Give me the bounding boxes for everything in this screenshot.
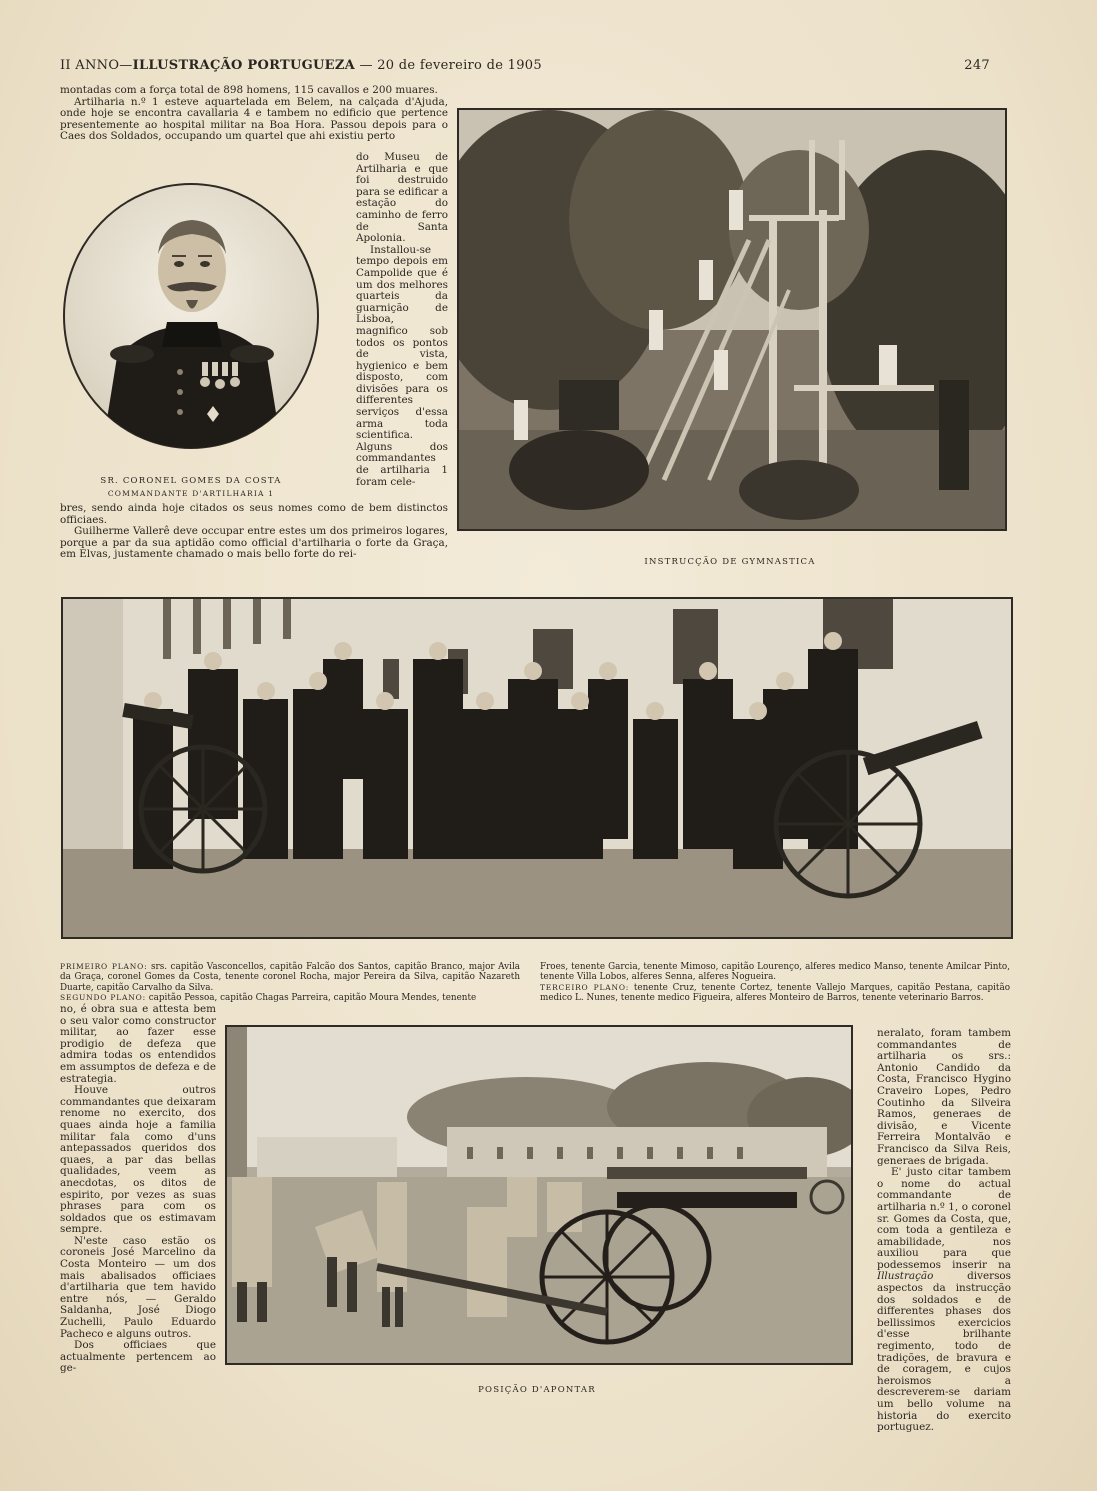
page-number: 247	[964, 58, 990, 73]
issue-date: — 20 de fevereiro de 1905	[355, 58, 542, 73]
volume-label: II ANNO—	[60, 58, 133, 73]
cannon-drill-photo	[225, 1025, 853, 1365]
portrait-subcaption: COMMANDANTE D'ARTILHARIA 1	[107, 489, 275, 498]
bottom-left-column	[60, 1004, 216, 1375]
bottom-left-paragraph-3: N'este caso estão os coroneis José Marcelino da Costa Monteiro — um dos mais abalisados officiaes d'artilharia que tem havido entre nós, — Geraldo Saldanha, José Diogo Zuchelli, Paulo Eduardo Pacheco e alguns outros.	[60, 1234, 216, 1340]
intro-line: montadas com a força total de 898 homens, 115 cavallos e 200 muares.	[60, 84, 438, 96]
third-row-label: TERCEIRO PLANO:	[540, 982, 630, 992]
bottom-left-paragraph-4: Dos officiaes que actualmente pertencem ao ge-	[60, 1339, 216, 1375]
gymnastics-photo	[457, 108, 1007, 531]
first-row-names: srs. capitão Vasconcellos, capitão Falcão dos Santos, capitão Branco, major Avila da Graça, coronel Gomes da Costa, tenente coronel Rocha, major Pereira da Silva, capitão Nazareth Duarte, capitão Carvalho da Silva.	[60, 962, 521, 993]
first-row-label: PRIMEIRO PLANO:	[60, 962, 148, 971]
bottom-right-paragraph-1: neralato, foram tambem commandantes de artilharia os srs.: Antonio Candido da Costa, Francisco Hygino Craveiro Lopes, Pedro Coutinho da Silveira Ramos, generaes de divisão, e Vicente Ferreira Montalvão e Francisco da Silva Reis, generaes de brigada.	[877, 1027, 1011, 1167]
narrow-column	[356, 152, 448, 488]
paragraph-text-b: diversos aspectos da instrucção dos soldados e de differentes phases dos bellissimos exercicios d'esse brilhante regimento, todo de tradições, de bravura e de coragem, e cujos heroismos a descreverem-se dariam um bello volume na historia do exercito portuguez.	[877, 1270, 1011, 1434]
continued-paragraph-2: Guilherme Vallerê deve occupar entre estes um dos primeiros logares, porque a par da sua aptidão como official d'artilharia o forte da Graça, em Elvas, justamente chamado o mais bello forte do rei-	[60, 525, 448, 561]
third-row-names: tenente Cruz, tenente Cortez, tenente Vallejo Marques, capitão Pestana, capitão medico L. Nunes, tenente medico Figueira, alferes Monteiro de Barros, tenente veterinario Barros.	[540, 982, 1011, 1004]
page-header	[60, 58, 990, 78]
gymnastics-caption: INSTRUCÇÃO DE GYMNASTICA	[644, 557, 816, 567]
bottom-left-paragraph-2: Houve outros commandantes que deixaram renome no exercito, dos quaes ainda hoje a familia militar fala como d'uns antepassados queridos dos quaes, a par das bellas qualidades, veem as anecdotas, os ditos de espirito, por vezes as suas phrases para com os soldados que os estimavam sempre.	[60, 1084, 216, 1236]
paragraph-text-a: E' justo citar tambem o nome do actual commandante de artilharia n.º 1, o coronel sr. Gomes da Costa, que, com toda a gentileza e amabilidade, nos auxiliou para que podessemos inserir na	[877, 1166, 1011, 1271]
magazine-name-italic: Illustração	[877, 1270, 934, 1283]
bottom-right-column	[877, 1028, 1011, 1434]
bottom-left-paragraph-1: no, é obra sua e attesta bem o seu valor como constructor militar, ao fazer esse prodigio de defeza que admira todas os entendidos em assumptos de defeza e de estrategia.	[60, 1003, 216, 1085]
intro-text	[60, 85, 448, 143]
cannon-drill-image	[227, 1027, 851, 1363]
group-credits-right	[540, 962, 1010, 1004]
continued-paragraph-1: bres, sendo ainda hoje citados os seus nomes como de bem distinctos officiaes.	[60, 502, 448, 526]
portrait-caption: SR. CORONEL GOMES DA COSTA	[100, 476, 282, 486]
bottom-right-paragraph-2	[877, 1167, 1011, 1434]
left-continued-text	[60, 503, 448, 561]
group-credits-left	[60, 962, 520, 1004]
magazine-title: ILLUSTRAÇÃO PORTUGUEZA	[132, 58, 356, 73]
portrait-medallion	[62, 182, 320, 450]
officers-group-photo	[61, 597, 1013, 939]
running-head	[60, 58, 542, 73]
intro-paragraph: Artilharia n.º 1 esteve aquartelada em Belem, na calçada d'Ajuda, onde hoje se encontra cavallaria 4 e tambem no edificio que pertence presentemente ao hospital militar na Boa Hora. Passou depois para o Caes dos Soldados, occupando um quartel que ahi existiu perto	[60, 95, 448, 143]
second-row-names-cont: Froes, tenente Garcia, tenente Mimoso, capitão Lourenço, alferes medico Manso, tenente Amilcar Pinto, tenente Villa Lobos, alferes Senna, alferes Nogueira.	[540, 962, 1010, 983]
second-row-label: SEGUNDO PLANO:	[60, 993, 146, 1003]
officers-group-image	[63, 599, 1011, 937]
portrait-image	[62, 182, 320, 450]
cannon-caption: POSIÇÃO D'APONTAR	[478, 1385, 596, 1395]
narrow-paragraph-1: do Museu de Artilharia e que foi destruido para se edificar a estação do caminho de ferro de Santa Apolonia.	[356, 151, 448, 245]
gymnastics-image	[459, 110, 1005, 529]
narrow-paragraph-2: Installou-se tempo depois em Campolide que é um dos melhores quarteis da guarnição de Lisboa, magnifico sob todos os pontos de vista, hygienico e bem disposto, com divisões para os differentes serviços d'essa arma toda scientifica. Alguns dos commandantes de artilharia 1 foram cele-	[356, 243, 448, 488]
second-row-names: capitão Pessoa, capitão Chagas Parreira, capitão Moura Mendes, tenente	[148, 993, 477, 1004]
